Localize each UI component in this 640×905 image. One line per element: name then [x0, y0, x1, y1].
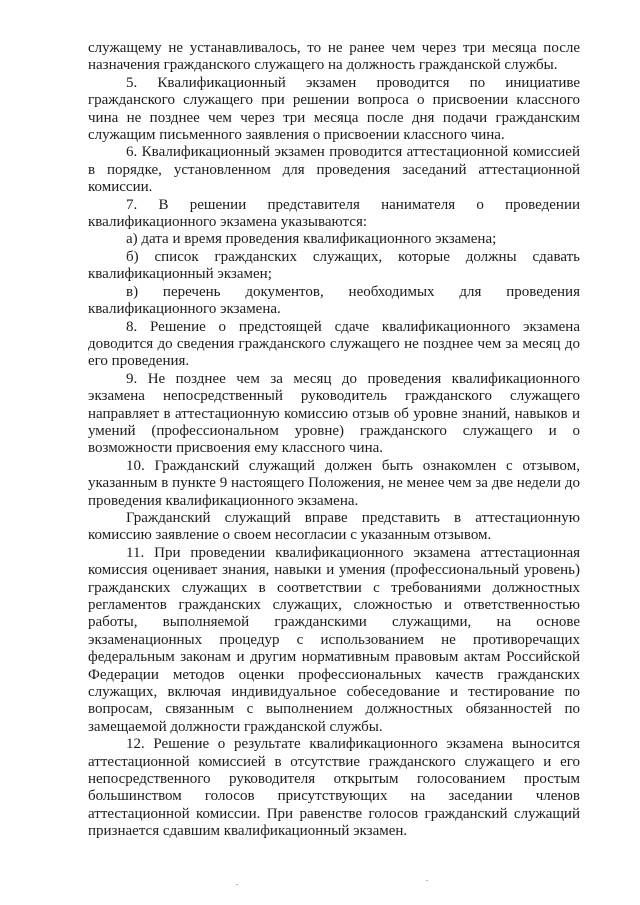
paragraph-item-12: 12. Решение о результате квалификационного экзамена выносится аттестационной комиссией в отсутствие гражданского служащего и его непосредственного руководителя открытым голосованием простым большинством голосов присутствующих на заседании членов аттестационной комиссии. При равенстве голосов гражданский служащий признается сдавшим квалификационный экзамен. — [88, 736, 580, 840]
paragraph-item-8: 8. Решение о предстоящей сдаче квалификационного экзамена доводится до сведения гражданского служащего не позднее чем за месяц до его проведения. — [88, 318, 580, 370]
paragraph-item-6: 6. Квалификационный экзамен проводится аттестационной комиссией в порядке, установленном для проведения заседаний аттестационной комиссии. — [88, 144, 580, 196]
paragraph-item-9: 9. Не позднее чем за месяц до проведения квалификационного экзамена непосредственный руководитель гражданского служащего направляет в аттестационную комиссию отзыв об уровне знаний, навыков и умений (профессиональном уровне) гражданского служащего и о возможности присвоения ему классного чина. — [88, 370, 580, 457]
paragraph-continuation: служащему не устанавливалось, то не ранее чем через три месяца после назначения гражданского служащего на должность гражданской службы. — [88, 40, 580, 74]
paragraph-subitem-b: б) список гражданских служащих, которые должны сдавать квалификационный экзамен; — [88, 248, 580, 283]
document-body — [88, 40, 580, 841]
paragraph-item-7: 7. В решении представителя нанимателя о проведении квалификационного экзамена указываются: — [88, 196, 580, 231]
scan-speck — [426, 880, 428, 881]
paragraph-item-11: 11. При проведении квалификационного экзамена аттестационная комиссия оценивает знания, навыки и умения (профессиональный уровень) гражданских служащих в соответствии с требованиями должностных регламентов гражданских служащих, сложностью и ответственностью работы, выполняемой гражданскими служащими, на основе экзаменационных процедур с использованием не противоречащих федеральным законам и другим нормативным правовым актам Российской Федерации методов оценки профессиональных качеств гражданских служащих, включая индивидуальное собеседование и тестирование по вопросам, связанным с выполнением должностных обязанностей по замещаемой должности гражданской службы. — [88, 544, 580, 735]
paragraph-item-10-note: Гражданский служащий вправе представить в аттестационную комиссию заявление о своем несогласии с указанным отзывом. — [88, 509, 580, 544]
paragraph-subitem-a: а) дата и время проведения квалификационного экзамена; — [126, 231, 497, 248]
paragraph-item-10: 10. Гражданский служащий должен быть ознакомлен с отзывом, указанным в пункте 9 настоящего Положения, не менее чем за две недели до проведения квалификационного экзамена. — [88, 457, 580, 509]
paragraph-subitem-v: в) перечень документов, необходимых для проведения квалификационного экзамена. — [88, 283, 580, 318]
paragraph-item-5: 5. Квалификационный экзамен проводится по инициативе гражданского служащего при решении вопроса о присвоении классного чина не позднее чем через три месяца после дня подачи гражданским служащим письменного заявления о присвоении классного чина. — [88, 74, 580, 144]
scan-speck — [236, 884, 238, 885]
